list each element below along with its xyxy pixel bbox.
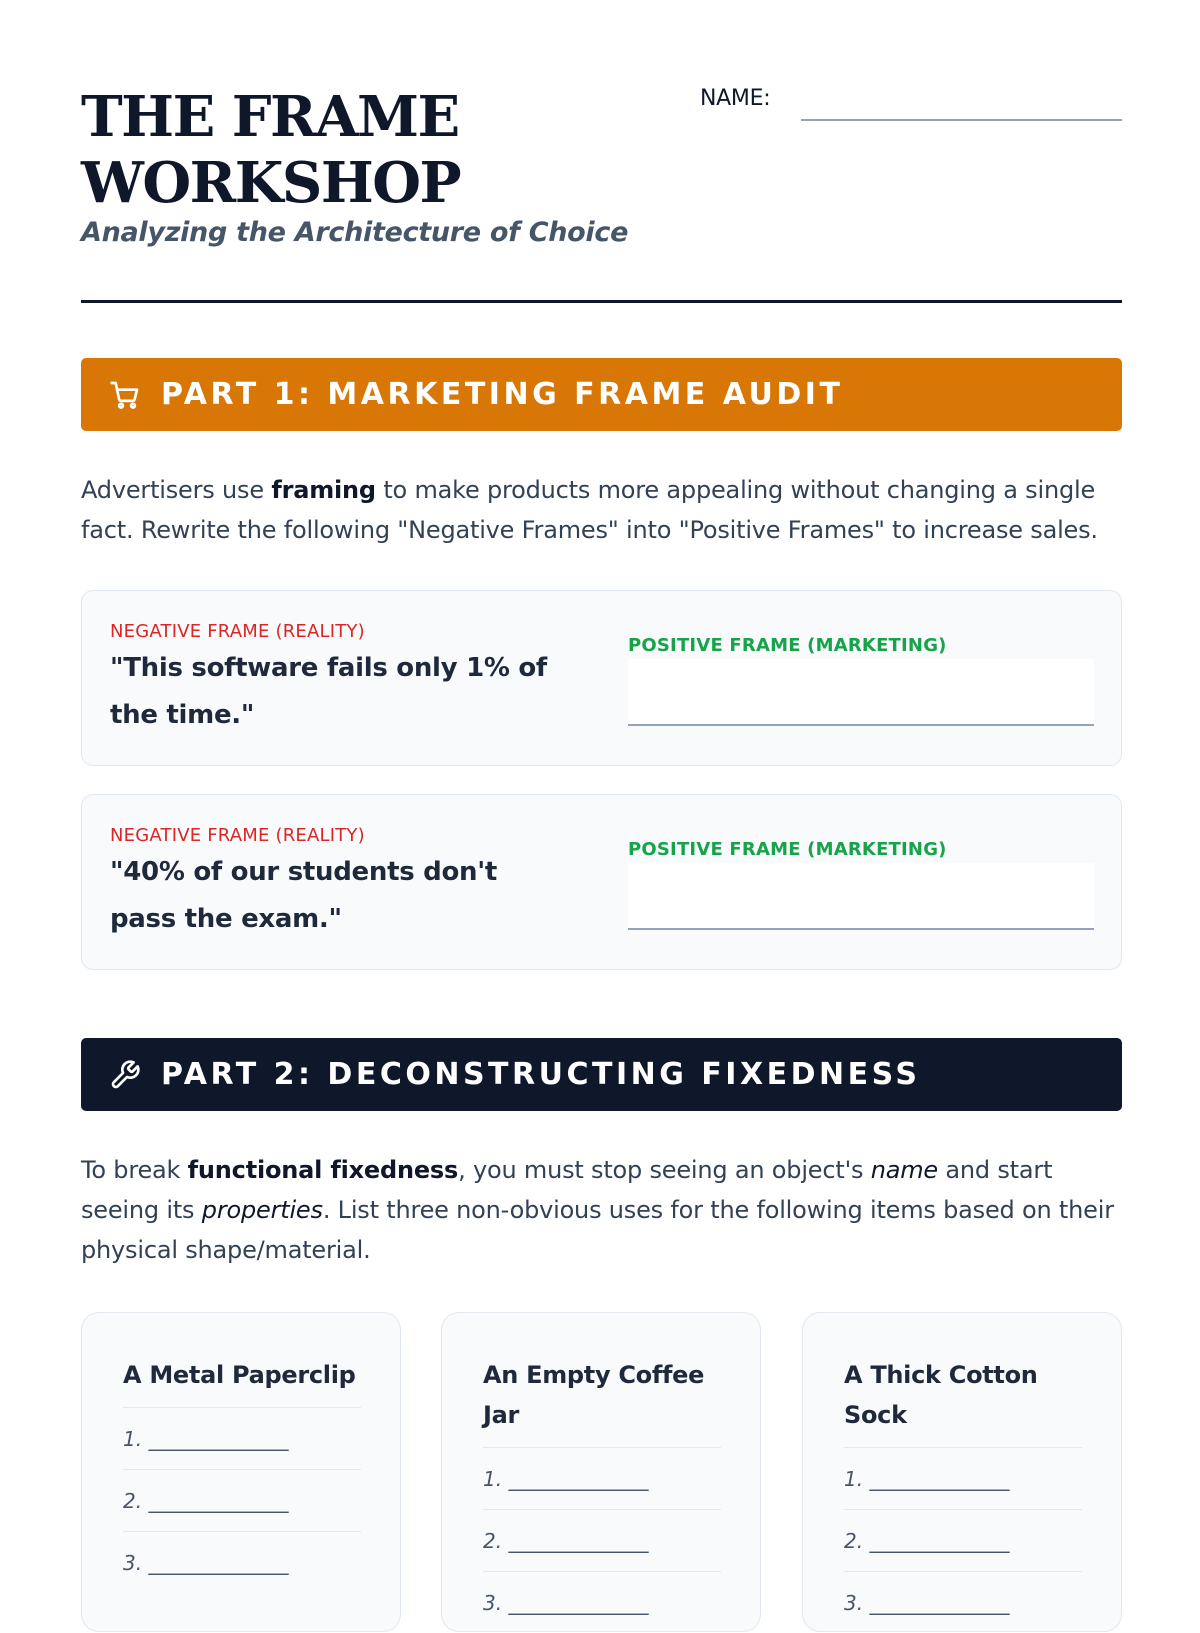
intro-text: to make products more appealing without changing a single fact. Rewrite the following "Negative Frames" into "Positive Frames" to increase sales. xyxy=(81,476,1098,544)
intro-bold-term: functional fixedness xyxy=(187,1156,459,1184)
title-line-2: WORKSHOP xyxy=(81,150,461,216)
frame-card xyxy=(81,590,1122,766)
intro-text: Advertisers use xyxy=(81,476,272,504)
intro-text: . List three non-obvious uses for the following items based on their physical shape/material. xyxy=(81,1196,1114,1264)
wrench-icon xyxy=(109,1059,141,1091)
positive-frame-label: POSITIVE FRAME (MARKETING) xyxy=(628,839,947,860)
part2-section-header xyxy=(81,1038,1122,1111)
part1-title: PART 1: MARKETING FRAME AUDIT xyxy=(161,377,844,412)
item-card-coffee-jar xyxy=(441,1312,761,1632)
part2-title: PART 2: DECONSTRUCTING FIXEDNESS xyxy=(161,1057,921,1092)
intro-text: To break xyxy=(81,1156,188,1184)
item-card-cotton-sock xyxy=(802,1312,1122,1632)
intro-text: and start seeing its xyxy=(81,1156,1053,1224)
name-field-line[interactable] xyxy=(801,119,1122,121)
shopping-cart-icon xyxy=(109,379,141,411)
uses-list xyxy=(844,1447,1082,1633)
use-entry[interactable]: 1. ______________ xyxy=(483,1447,721,1509)
intro-text: , you must stop seeing an object's xyxy=(458,1156,871,1184)
negative-frame-text: "40% of our students don't pass the exam." xyxy=(110,857,497,934)
use-entry[interactable]: 2. ______________ xyxy=(844,1509,1082,1571)
negative-frame-label: NEGATIVE FRAME (REALITY) xyxy=(110,825,365,846)
uses-list xyxy=(123,1407,361,1593)
positive-frame-label: POSITIVE FRAME (MARKETING) xyxy=(628,635,947,656)
use-entry[interactable]: 2. ______________ xyxy=(123,1469,361,1531)
part1-section-header xyxy=(81,358,1122,431)
use-entry[interactable]: 1. ______________ xyxy=(123,1407,361,1469)
negative-frame-label: NEGATIVE FRAME (REALITY) xyxy=(110,621,365,642)
intro-italic-term: name xyxy=(870,1156,938,1184)
worksheet-page xyxy=(81,0,1122,1615)
use-entry[interactable]: 1. ______________ xyxy=(844,1447,1082,1509)
use-entry[interactable]: 3. ______________ xyxy=(123,1531,361,1593)
part2-instructions xyxy=(81,1150,1122,1270)
positive-frame-input[interactable] xyxy=(628,863,1094,930)
page-title xyxy=(81,84,460,216)
name-label: NAME: xyxy=(700,86,771,111)
item-title: An Empty Coffee Jar xyxy=(483,1361,705,1429)
positive-frame-input[interactable] xyxy=(628,659,1094,726)
page-subtitle: Analyzing the Architecture of Choice xyxy=(81,217,629,248)
title-line-1: THE FRAME xyxy=(81,84,459,150)
item-card-paperclip xyxy=(81,1312,401,1632)
use-entry[interactable]: 2. ______________ xyxy=(483,1509,721,1571)
worksheet-header xyxy=(81,0,1122,303)
item-title: A Metal Paperclip xyxy=(123,1361,356,1389)
negative-frame-text: "This software fails only 1% of the time." xyxy=(110,653,547,730)
use-entry[interactable]: 3. ______________ xyxy=(844,1571,1082,1633)
frame-card xyxy=(81,794,1122,970)
intro-italic-term: properties xyxy=(201,1196,323,1224)
part1-instructions xyxy=(81,470,1122,550)
header-divider xyxy=(81,300,1122,303)
intro-bold-term: framing xyxy=(271,476,376,504)
uses-list xyxy=(483,1447,721,1633)
use-entry[interactable]: 3. ______________ xyxy=(483,1571,721,1633)
item-title: A Thick Cotton Sock xyxy=(844,1361,1038,1429)
